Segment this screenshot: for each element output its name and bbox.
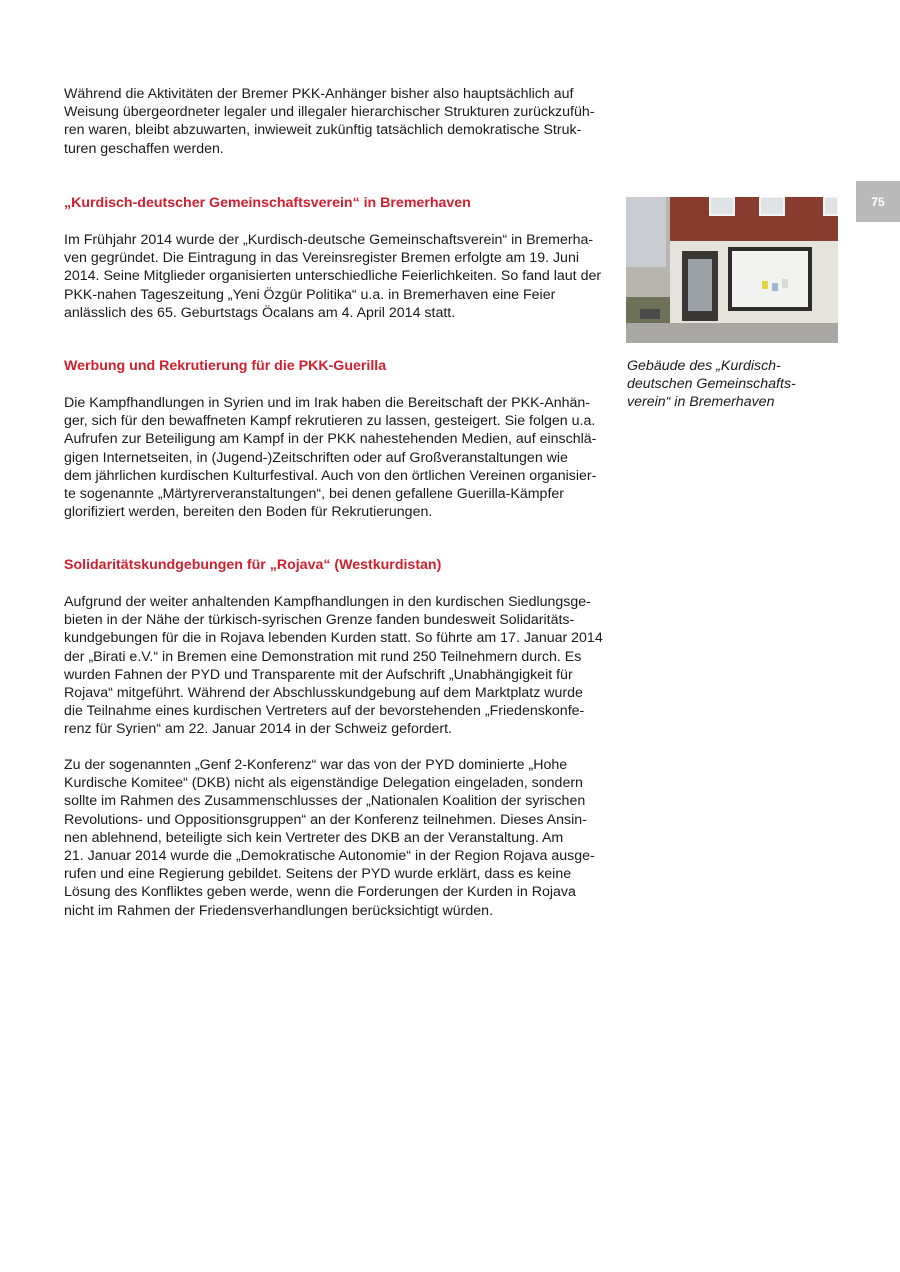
text-line: Aufrufen zur Beteiligung am Kampf in der PKK nahestehenden Medien, auf einschlä- (64, 431, 597, 448)
section-heading-rekrutierung: Werbung und Rekrutierung für die PKK-Guerilla (64, 358, 387, 374)
text-line: Die Kampfhandlungen in Syrien und im Irak haben die Bereitschaft der PKK-Anhän- (64, 395, 591, 411)
text-line: die Teilnahme eines kurdischen Vertreters auf der bevorstehenden „Friedenskonfe- (64, 703, 585, 720)
text-line: Aufgrund der weiter anhaltenden Kampfhandlungen in den kurdischen Siedlungsge- (64, 594, 591, 610)
text-line: Zu der sogenannten „Genf 2-Konferenz“ war das von der PYD dominierte „Hohe (64, 757, 568, 773)
section-paragraph (64, 394, 596, 521)
text-line: Lösung des Konfliktes geben werde, wenn die Forderungen der Kurden in Rojava (64, 884, 576, 901)
caption-line: deutschen Gemeinschafts- (627, 376, 796, 393)
building-illustration (626, 197, 838, 343)
text-line: gigen Internetseiten, in (Jugend-)Zeitschriften oder auf Großveranstaltungen wie (64, 449, 568, 466)
section-heading-rojava: Solidaritätskundgebungen für „Rojava“ (Westkurdistan) (64, 557, 442, 573)
text-line: Revolutions- und Oppositionsgruppen“ an der Konferenz teilnehmen. Dieses Ansin- (64, 811, 587, 828)
section-paragraph (64, 756, 595, 920)
page-number: 75 (871, 194, 885, 209)
text-line: 2014. Seine Mitglieder organisierten unterschiedliche Feierlichkeiten. So fand laut der (64, 268, 602, 285)
text-line: anlässlich des 65. Geburtstags Öcalans am 4. April 2014 statt. (64, 304, 456, 321)
section-heading-gemeinschaftsverein: „Kurdisch-deutscher Gemeinschaftsverein“ in Bremerhaven (64, 195, 471, 211)
figure-caption (627, 357, 837, 412)
text-line: Während die Aktivitäten der Bremer PKK-Anhänger bisher also hauptsächlich auf (64, 86, 574, 102)
text-line: sollte im Rahmen des Zusammenschlusses der „Nationalen Koalition der syrischen (64, 793, 586, 810)
text-line: bieten in der Nähe der türkisch-syrischen Grenze fanden bundesweit Solidaritäts- (64, 612, 575, 629)
text-line: nicht im Rahmen der Friedensverhandlungen berücksichtigt würden. (64, 902, 494, 919)
intro-paragraph (64, 85, 594, 158)
building-photo (626, 197, 838, 343)
text-line: Rojava“ mitgeführt. Während der Abschlusskundgebung auf dem Marktplatz wurde (64, 685, 583, 702)
text-line: glorifiziert werden, bereiten den Boden für Rekrutierungen. (64, 504, 433, 521)
text-line: 21. Januar 2014 wurde die „Demokratische Autonomie“ in der Region Rojava ausge- (64, 848, 595, 865)
section-paragraph (64, 593, 603, 739)
text-line: Kurdische Komitee“ (DKB) nicht als eigenständige Delegation eingeladen, sondern (64, 775, 583, 792)
page-number-tab (856, 181, 900, 222)
text-line: dem jährlichen kurdischen Kulturfestival. Auch von den örtlichen Vereinen organisier- (64, 467, 597, 484)
text-line: ren waren, bleibt abzuwarten, inwieweit zukünftig tatsächlich demokratische Struk- (64, 122, 582, 139)
text-line: turen geschaffen werden. (64, 140, 224, 157)
text-line: PKK-nahen Tageszeitung „Yeni Özgür Politika“ u.a. in Bremerhaven eine Feier (64, 286, 556, 303)
text-line: te sogenannte „Märtyrerveranstaltungen“, bei denen gefallene Guerilla-Kämpfer (64, 486, 565, 503)
caption-line: verein“ in Bremerhaven (627, 394, 775, 411)
text-line: der „Birati e.V.“ in Bremen eine Demonstration mit rund 250 Teilnehmern durch. Es (64, 648, 582, 665)
text-line: renz für Syrien“ am 22. Januar 2014 in der Schweiz gefordert. (64, 721, 452, 738)
caption-line: Gebäude des „Kurdisch- (627, 358, 781, 374)
section-paragraph (64, 231, 601, 322)
text-line: rufen und eine Regierung gebildet. Seitens der PYD wurde erklärt, dass es keine (64, 866, 572, 883)
text-line: nen ablehnend, beteiligte sich kein Vertreter des DKB an der Veranstaltung. Am (64, 829, 564, 846)
text-line: kundgebungen für die in Rojava lebenden Kurden statt. So führte am 17. Januar 2014 (64, 630, 603, 647)
text-line: wurden Fahnen der PYD und Transparente mit der Aufschrift „Unabhängigkeit für (64, 666, 573, 683)
text-line: Im Frühjahr 2014 wurde der „Kurdisch-deutsche Gemeinschaftsverein“ in Bremerha- (64, 232, 594, 248)
text-line: ven gegründet. Die Eintragung in das Vereinsregister Bremen erfolgte am 19. Juni (64, 250, 579, 267)
text-line: Weisung übergeordneter legaler und illegaler hierarchischer Strukturen zurückzufüh- (64, 104, 595, 121)
text-line: ger, sich für den bewaffneten Kampf rekrutieren zu lassen, gesteigert. Sie folgen u.a. (64, 413, 596, 430)
